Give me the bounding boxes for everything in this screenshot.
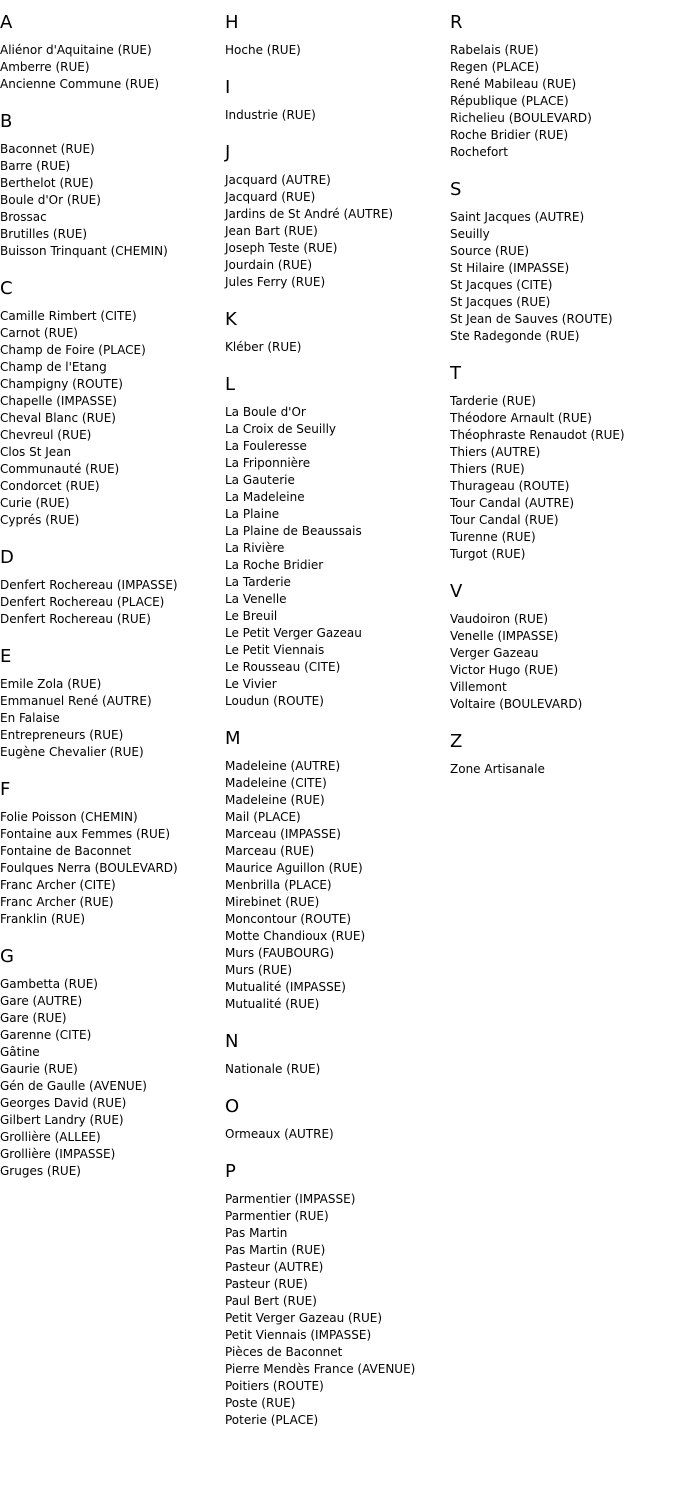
street-link[interactable]: Barre (RUE) (0, 159, 71, 173)
street-link[interactable]: Le Vivier (225, 677, 277, 691)
street-link[interactable]: Jacquard (RUE) (225, 190, 316, 204)
street-link[interactable]: Grollière (ALLEE) (0, 1130, 101, 1144)
street-link[interactable]: La Plaine (225, 507, 280, 521)
street-link[interactable]: Théophraste Renaudot (RUE) (450, 428, 625, 442)
street-link[interactable]: La Plaine de Beaussais (225, 524, 362, 538)
street-link[interactable]: Menbrilla (PLACE) (225, 878, 332, 892)
street-link[interactable]: La Venelle (225, 592, 287, 606)
letter-section-i (225, 77, 450, 124)
section-letter: N (225, 1031, 239, 1052)
street-link[interactable]: Fontaine aux Femmes (RUE) (0, 827, 171, 841)
street-list (0, 308, 225, 529)
street-link[interactable]: Vaudoiron (RUE) (450, 612, 549, 626)
street-link[interactable]: Victor Hugo (RUE) (450, 663, 559, 677)
street-link[interactable]: Jules Ferry (RUE) (225, 275, 326, 289)
letter-section-m (225, 728, 450, 1013)
street-link[interactable]: Madeleine (AUTRE) (225, 759, 341, 773)
section-letter: J (225, 142, 231, 163)
street-link[interactable]: La Roche Bridier (225, 558, 324, 572)
street-link[interactable]: Cyprés (RUE) (0, 513, 80, 527)
street-link[interactable]: Emmanuel René (AUTRE) (0, 694, 152, 708)
street-list (225, 107, 450, 124)
street-column-1 (0, 0, 225, 1198)
street-link[interactable]: Mutualité (IMPASSE) (225, 980, 346, 994)
section-letter: C (0, 278, 13, 299)
street-link[interactable]: Condorcet (RUE) (0, 479, 100, 493)
street-link[interactable]: Jourdain (RUE) (225, 258, 312, 272)
street-link[interactable]: Jardins de St André (AUTRE) (225, 207, 394, 221)
street-link[interactable]: Pas Martin (RUE) (225, 1243, 326, 1257)
street-link[interactable]: Kléber (RUE) (225, 340, 302, 354)
street-link[interactable]: Poste (RUE) (225, 1396, 296, 1410)
street-link[interactable]: Thurageau (ROUTE) (450, 479, 570, 493)
street-link[interactable]: Industrie (RUE) (225, 108, 316, 122)
street-link[interactable]: Petit Verger Gazeau (RUE) (225, 1311, 383, 1325)
street-link[interactable]: La Tarderie (225, 575, 291, 589)
street-link[interactable]: Thiers (AUTRE) (450, 445, 541, 459)
street-link[interactable]: Verger Gazeau (450, 646, 539, 660)
street-link[interactable]: Aliénor d'Aquitaine (RUE) (0, 43, 152, 57)
street-list (0, 42, 225, 93)
street-link[interactable]: Moncontour (ROUTE) (225, 912, 352, 926)
street-link[interactable]: Mirebinet (RUE) (225, 895, 320, 909)
street-list (450, 611, 675, 713)
letter-section-s (450, 179, 675, 345)
street-link[interactable]: Zone Artisanale (450, 762, 545, 776)
street-link[interactable]: Villemont (450, 680, 507, 694)
street-link[interactable]: Turgot (RUE) (450, 547, 526, 561)
street-link[interactable]: Berthelot (RUE) (0, 176, 94, 190)
street-link[interactable]: Le Rousseau (CITE) (225, 660, 341, 674)
street-link[interactable]: Le Petit Verger Gazeau (225, 626, 362, 640)
street-link[interactable]: Venelle (IMPASSE) (450, 629, 559, 643)
street-link[interactable]: Franklin (RUE) (0, 912, 86, 926)
letter-section-n (225, 1031, 450, 1078)
street-link[interactable]: La Boule d'Or (225, 405, 306, 419)
street-link[interactable]: Gruges (RUE) (0, 1164, 81, 1178)
street-link[interactable]: Tour Candal (RUE) (450, 513, 559, 527)
street-link[interactable]: En Falaise (0, 711, 60, 725)
street-link[interactable]: Tarderie (RUE) (450, 394, 536, 408)
street-link[interactable]: Denfert Rochereau (PLACE) (0, 595, 165, 609)
street-link[interactable]: Madeleine (RUE) (225, 793, 325, 807)
street-link[interactable]: Gén de Gaulle (AVENUE) (0, 1079, 147, 1093)
street-link[interactable]: Denfert Rochereau (RUE) (0, 612, 151, 626)
section-letter: K (225, 309, 237, 330)
section-letter: E (0, 646, 12, 667)
street-link[interactable]: Théodore Arnault (RUE) (450, 411, 592, 425)
letter-section-r (450, 12, 675, 161)
street-link[interactable]: Curie (RUE) (0, 496, 70, 510)
street-link[interactable]: La Fouleresse (225, 439, 307, 453)
street-link[interactable]: Chevreul (RUE) (0, 428, 92, 442)
street-link[interactable]: Gaurie (RUE) (0, 1062, 78, 1076)
section-letter: H (225, 12, 239, 33)
letter-section-o (225, 1096, 450, 1143)
street-column-3 (450, 0, 675, 796)
street-link[interactable]: Gilbert Landry (RUE) (0, 1113, 124, 1127)
street-link[interactable]: Parmentier (IMPASSE) (225, 1192, 356, 1206)
street-link[interactable]: Poterie (PLACE) (225, 1413, 319, 1427)
street-link[interactable]: Seuilly (450, 227, 490, 241)
street-link[interactable]: Paul Bert (RUE) (225, 1294, 317, 1308)
street-link[interactable]: Champ de l'Etang (0, 360, 107, 374)
section-letter: L (225, 374, 236, 395)
street-link[interactable]: Pierre Mendès France (AVENUE) (225, 1362, 416, 1376)
section-letter: O (225, 1096, 240, 1117)
letter-section-k (225, 309, 450, 356)
section-letter: R (450, 12, 463, 33)
street-link[interactable]: Thiers (RUE) (450, 462, 525, 476)
street-link[interactable]: Regen (PLACE) (450, 60, 540, 74)
letter-section-d (0, 547, 225, 628)
street-link[interactable]: St Jacques (CITE) (450, 278, 553, 292)
street-link[interactable]: Marceau (RUE) (225, 844, 315, 858)
street-link[interactable]: Boule d'Or (RUE) (0, 193, 101, 207)
street-link[interactable]: Ste Radegonde (RUE) (450, 329, 580, 343)
street-link[interactable]: Eugène Chevalier (RUE) (0, 745, 144, 759)
section-letter: D (0, 547, 14, 568)
street-link[interactable]: Rochefort (450, 145, 508, 159)
street-link[interactable]: Turenne (RUE) (450, 530, 536, 544)
letter-section-z (450, 731, 675, 778)
section-letter: V (450, 581, 463, 602)
street-link[interactable]: République (PLACE) (450, 94, 569, 108)
street-link[interactable]: Poitiers (ROUTE) (225, 1379, 324, 1393)
street-list (450, 209, 675, 345)
letter-section-g (0, 946, 225, 1180)
street-link[interactable]: Rabelais (RUE) (450, 43, 539, 57)
street-list (225, 404, 450, 710)
street-link[interactable]: Source (RUE) (450, 244, 530, 258)
street-link[interactable]: Tour Candal (AUTRE) (450, 496, 575, 510)
street-link[interactable]: Denfert Rochereau (IMPASSE) (0, 578, 178, 592)
section-letter: T (450, 363, 461, 384)
street-link[interactable]: Jean Bart (RUE) (225, 224, 318, 238)
street-list (225, 1191, 450, 1429)
section-letter: B (0, 111, 13, 132)
street-link[interactable]: Ormeaux (AUTRE) (225, 1127, 334, 1141)
street-link[interactable]: Mutualité (RUE) (225, 997, 320, 1011)
section-letter: G (0, 946, 14, 967)
street-link[interactable]: Le Breuil (225, 609, 278, 623)
section-letter: S (450, 179, 462, 200)
street-link[interactable]: Mail (PLACE) (225, 810, 301, 824)
street-link[interactable]: La Madeleine (225, 490, 305, 504)
street-link[interactable]: Brossac (0, 210, 47, 224)
street-list (450, 761, 675, 778)
street-link[interactable]: Franc Archer (CITE) (0, 878, 116, 892)
letter-section-t (450, 363, 675, 563)
street-link[interactable]: Nationale (RUE) (225, 1062, 321, 1076)
street-link[interactable]: Hoche (RUE) (225, 43, 301, 57)
street-link[interactable]: St Jacques (RUE) (450, 295, 551, 309)
section-letter: M (225, 728, 241, 749)
section-letter: Z (450, 731, 463, 752)
street-link[interactable]: La Croix de Seuilly (225, 422, 337, 436)
section-letter: F (0, 779, 11, 800)
street-link[interactable]: St Jean de Sauves (ROUTE) (450, 312, 613, 326)
street-link[interactable]: Pièces de Baconnet (225, 1345, 343, 1359)
street-link[interactable]: Communauté (RUE) (0, 462, 120, 476)
street-list (225, 1126, 450, 1143)
street-link[interactable]: Gare (RUE) (0, 1011, 67, 1025)
street-link[interactable]: Chapelle (IMPASSE) (0, 394, 117, 408)
street-link[interactable]: Brutilles (RUE) (0, 227, 87, 241)
street-link[interactable]: Gambetta (RUE) (0, 977, 98, 991)
street-list (225, 758, 450, 1013)
street-link[interactable]: Garenne (CITE) (0, 1028, 92, 1042)
street-link[interactable]: Ancienne Commune (RUE) (0, 77, 160, 91)
street-link[interactable]: Pas Martin (225, 1226, 288, 1240)
street-link[interactable]: Voltaire (BOULEVARD) (450, 697, 583, 711)
street-link[interactable]: Maurice Aguillon (RUE) (225, 861, 363, 875)
street-link[interactable]: St Hilaire (IMPASSE) (450, 261, 570, 275)
letter-section-h (225, 12, 450, 59)
street-link[interactable]: Marceau (IMPASSE) (225, 827, 341, 841)
street-link[interactable]: Champ de Foire (PLACE) (0, 343, 146, 357)
street-link[interactable]: Murs (RUE) (225, 963, 293, 977)
street-list (450, 393, 675, 563)
letter-section-l (225, 374, 450, 710)
street-link[interactable]: Cheval Blanc (RUE) (0, 411, 116, 425)
street-link[interactable]: Foulques Nerra (BOULEVARD) (0, 861, 178, 875)
section-letter: I (225, 77, 231, 98)
street-link[interactable]: Madeleine (CITE) (225, 776, 327, 790)
letter-section-b (0, 111, 225, 260)
street-list (225, 1061, 450, 1078)
street-link[interactable]: Franc Archer (RUE) (0, 895, 114, 909)
street-link[interactable]: Fontaine de Baconnet (0, 844, 132, 858)
street-link[interactable]: Buisson Trinquant (CHEMIN) (0, 244, 168, 258)
letter-section-v (450, 581, 675, 713)
street-list (0, 577, 225, 628)
letter-section-e (0, 646, 225, 761)
street-link[interactable]: Loudun (ROUTE) (225, 694, 324, 708)
letter-section-f (0, 779, 225, 928)
street-link[interactable]: La Friponnière (225, 456, 311, 470)
street-link[interactable]: Richelieu (BOULEVARD) (450, 111, 592, 125)
street-link[interactable]: Georges David (RUE) (0, 1096, 127, 1110)
letter-section-a (0, 12, 225, 93)
street-link[interactable]: Jacquard (AUTRE) (225, 173, 331, 187)
street-link[interactable]: La Gauterie (225, 473, 295, 487)
street-link[interactable]: Carnot (RUE) (0, 326, 78, 340)
street-link[interactable]: Entrepreneurs (RUE) (0, 728, 124, 742)
street-link[interactable]: Amberre (RUE) (0, 60, 90, 74)
street-link[interactable]: Emile Zola (RUE) (0, 677, 102, 691)
street-column-2 (225, 0, 450, 1447)
street-link[interactable]: Murs (FAUBOURG) (225, 946, 335, 960)
street-list (0, 809, 225, 928)
street-list (0, 676, 225, 761)
street-link[interactable]: Folie Poisson (CHEMIN) (0, 810, 138, 824)
letter-section-j (225, 142, 450, 291)
street-link[interactable]: Gâtine (0, 1045, 40, 1059)
section-letter: P (225, 1161, 236, 1182)
street-list (450, 42, 675, 161)
letter-section-c (0, 278, 225, 529)
street-link[interactable]: La Rivière (225, 541, 285, 555)
street-link[interactable]: René Mabileau (RUE) (450, 77, 577, 91)
street-link[interactable]: Pasteur (AUTRE) (225, 1260, 324, 1274)
street-link[interactable]: Le Petit Viennais (225, 643, 325, 657)
street-link[interactable]: Champigny (ROUTE) (0, 377, 123, 391)
street-link[interactable]: Saint Jacques (AUTRE) (450, 210, 585, 224)
street-link[interactable]: Parmentier (RUE) (225, 1209, 329, 1223)
street-list (225, 172, 450, 291)
street-link[interactable]: Motte Chandioux (RUE) (225, 929, 366, 943)
street-link[interactable]: Clos St Jean (0, 445, 72, 459)
street-link[interactable]: Camille Rimbert (CITE) (0, 309, 137, 323)
street-list (225, 42, 450, 59)
street-link[interactable]: Pasteur (RUE) (225, 1277, 308, 1291)
street-list (0, 141, 225, 260)
street-link[interactable]: Joseph Teste (RUE) (225, 241, 338, 255)
street-link[interactable]: Grollière (IMPASSE) (0, 1147, 116, 1161)
street-link[interactable]: Baconnet (RUE) (0, 142, 95, 156)
street-link[interactable]: Gare (AUTRE) (0, 994, 83, 1008)
street-link[interactable]: Petit Viennais (IMPASSE) (225, 1328, 372, 1342)
letter-section-p (225, 1161, 450, 1429)
section-letter: A (0, 12, 13, 33)
street-link[interactable]: Roche Bridier (RUE) (450, 128, 569, 142)
street-list (225, 339, 450, 356)
street-list (0, 976, 225, 1180)
